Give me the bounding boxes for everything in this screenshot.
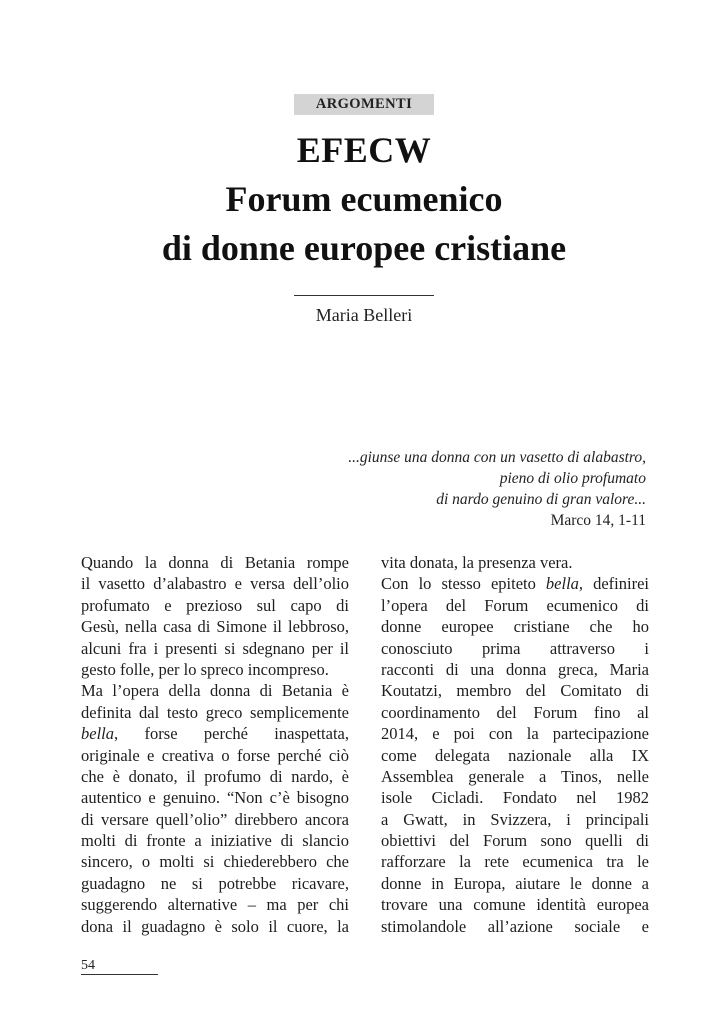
body-text-line: trovare una comune identità europea bbox=[381, 895, 649, 915]
body-text-line: rafforzare la rete ecumenica tra le bbox=[381, 852, 649, 872]
body-text-line: Koutatzi, membro del Comitato di bbox=[381, 681, 649, 701]
body-text-line: di versare quell’olio” direbbero ancora bbox=[81, 809, 349, 829]
body-text-line: profumato e prezioso sul capo di bbox=[81, 595, 349, 615]
body-text-line: racconti di una donna greca, Maria bbox=[381, 659, 649, 679]
title-divider bbox=[294, 295, 434, 296]
author-name: Maria Belleri bbox=[315, 305, 413, 325]
body-text-line: il vasetto d’alabastro e versa dell’olio bbox=[81, 574, 349, 594]
body-text-line: definita dal testo greco semplicemente bbox=[81, 702, 349, 722]
section-kicker: ARGOMENTI bbox=[294, 94, 434, 115]
article-title bbox=[0, 126, 704, 273]
title-line-3: di donne europee cristiane bbox=[161, 228, 567, 268]
epigraph-line: di nardo genuino di gran valore... bbox=[436, 491, 646, 508]
body-text-line: guadagno ne si potrebbe ricavare, bbox=[81, 873, 349, 893]
title-line-2: Forum ecumenico bbox=[225, 179, 503, 219]
body-text-line: che è donato, il profumo di nardo, è bbox=[81, 766, 349, 786]
body-text-line: a Gwatt, in Svizzera, i principali bbox=[381, 809, 649, 829]
body-text-line: Gesù, nella casa di Simone il lebbroso, bbox=[81, 617, 349, 637]
body-text-line: isole Cicladi. Fondato nel 1982 bbox=[381, 788, 649, 808]
body-text-line: Con lo stesso epiteto bella, definirei bbox=[381, 574, 649, 594]
body-text-line: stimolandole all’azione sociale e bbox=[381, 916, 649, 936]
body-column-left bbox=[81, 552, 349, 937]
body-text-line: donne europee cristiane che ho bbox=[381, 617, 649, 637]
epigraph bbox=[348, 447, 646, 531]
body-text-line: autentico e genuino. “Non c’è bisogno bbox=[81, 788, 349, 808]
body-text-line: come delegata nazionale alla IX bbox=[381, 745, 649, 765]
body-text-line: Ma l’opera della donna di Betania è bbox=[81, 681, 349, 701]
body-text-line: molti di fronte a iniziative di slancio bbox=[81, 831, 349, 851]
body-column-right bbox=[381, 552, 649, 937]
body-text-line: suggerendo alternative – ma per chi bbox=[81, 895, 349, 915]
body-text-line: coordinamento del Forum fino al bbox=[381, 702, 649, 722]
body-text-line: donne in Europa, aiutare le donne a bbox=[381, 873, 649, 893]
body-text-line: bella, forse perché inaspettata, bbox=[81, 724, 349, 744]
body-text-line: vita donata, la presenza vera. bbox=[381, 553, 573, 572]
body-text-line: gesto folle, per lo spreco incompreso. bbox=[81, 659, 329, 679]
page-number: 54 bbox=[81, 958, 95, 973]
title-line-1: EFECW bbox=[296, 130, 432, 170]
body-text-line: dona il guadagno è solo il cuore, la bbox=[81, 916, 349, 936]
body-text-line: conosciuto prima attraverso i bbox=[381, 638, 649, 658]
body-text-line: 2014, e poi con la partecipazione bbox=[381, 724, 649, 744]
epigraph-reference: Marco 14, 1-11 bbox=[550, 512, 646, 529]
footer-divider bbox=[81, 974, 158, 975]
epigraph-line: pieno di olio profumato bbox=[499, 470, 646, 487]
epigraph-line: ...giunse una donna con un vasetto di alabastro, bbox=[348, 449, 646, 466]
body-text-line: obiettivi del Forum sono quelli di bbox=[381, 831, 649, 851]
body-text-line: Assemblea generale a Tinos, nelle bbox=[381, 766, 649, 786]
body-text-line: alcuni fra i presenti si sdegnano per il bbox=[81, 638, 349, 658]
body-text-line: l’opera del Forum ecumenico di bbox=[381, 595, 649, 615]
body-text-line: Quando la donna di Betania rompe bbox=[81, 553, 349, 572]
body-text-line: sincero, o molti si chiederebbero che bbox=[81, 852, 349, 872]
body-text-line: originale e creativa o forse perché ciò bbox=[81, 745, 349, 765]
